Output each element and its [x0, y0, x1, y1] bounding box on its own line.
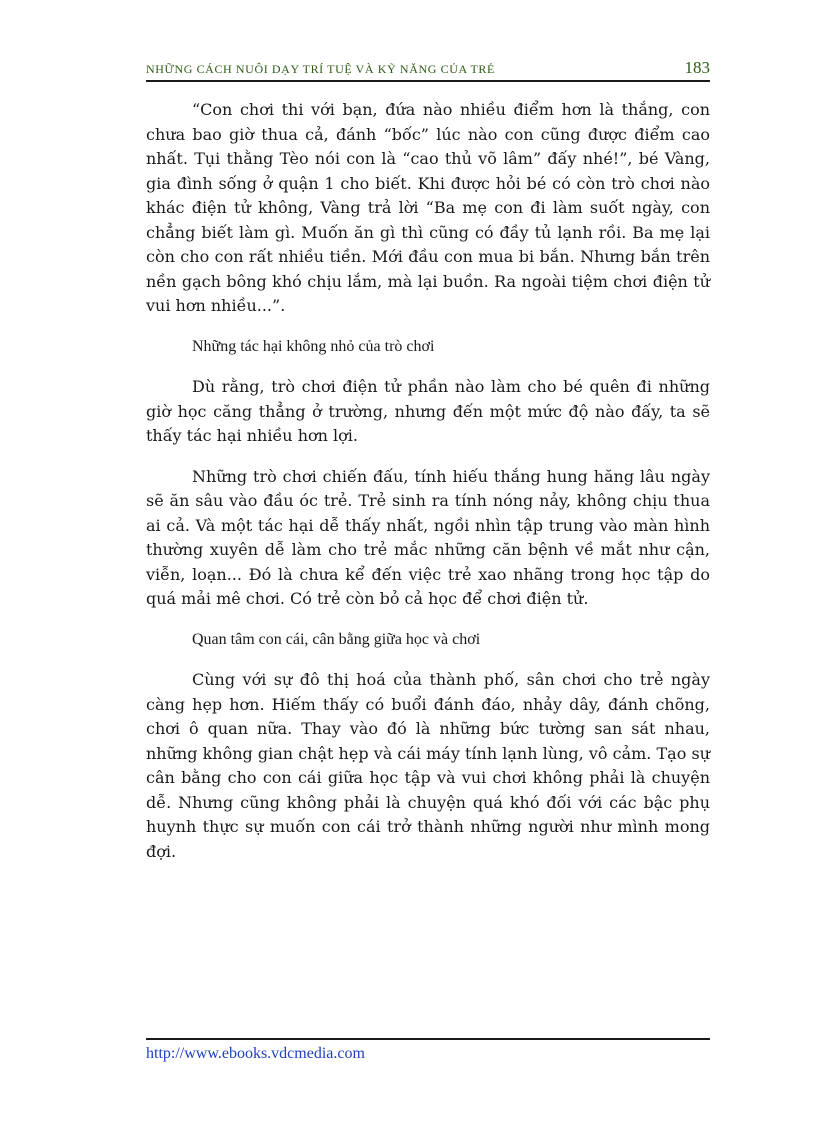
- running-title: NHỮNG CÁCH NUÔI DẠY TRÍ TUỆ VÀ KỸ NĂNG CỦA TRẺ: [146, 62, 495, 76]
- body-paragraph: “Con chơi thi với bạn, đứa nào nhiều điểm hơn là thắng, con chưa bao giờ thua cả, đánh “bốc” lúc nào con cũng được điểm cao nhất. Tụi thằng Tèo nói con là “cao thủ võ lâm” đấy nhé!”, bé Vàng, gia đình sống ở quận 1 cho biết. Khi được hỏi bé có còn trò chơi nào khác điện tử không, Vàng trả lời “Ba mẹ con đi làm suốt ngày, con chẳng biết làm gì. Muốn ăn gì thì cũng có đầy tủ lạnh rồi. Ba mẹ lại còn cho con rất nhiều tiền. Mới đầu con mua bi bắn. Nhưng bắn trên nền gạch bông khó chịu lắm, mà lại buồn. Ra ngoài tiệm chơi điện tử vui hơn nhiều...”.: [146, 100, 710, 315]
- footer-divider: [146, 1038, 710, 1040]
- page-number: 183: [684, 58, 710, 77]
- body-paragraph: Cùng với sự đô thị hoá của thành phố, sân chơi cho trẻ ngày càng hẹp hơn. Hiếm thấy có buổi đánh đáo, nhảy dây, đánh chõng, chơi ô quan nữa. Thay vào đó là những bức tường san sát nhau, những không gian chật hẹp và cái máy tính lạnh lùng, vô cảm. Tạo sự cân bằng cho con cái giữa học tập và vui chơi không phải là chuyện dễ. Nhưng cũng không phải là chuyện quá khó đối với các bậc phụ huynh thực sự muốn con cái trở thành những người như mình mong đợi.: [146, 670, 710, 861]
- body-paragraph: Dù rằng, trò chơi điện tử phần nào làm cho bé quên đi những giờ học căng thẳng ở trường, nhưng đến một mức độ nào đấy, ta sẽ thấy tác hại nhiều hơn lợi.: [146, 377, 710, 445]
- header-divider: [146, 80, 710, 82]
- running-header: [146, 60, 710, 80]
- page-body: [146, 98, 710, 880]
- body-paragraph: Những trò chơi chiến đấu, tính hiếu thắng hung hăng lâu ngày sẽ ăn sâu vào đầu óc trẻ. Trẻ sinh ra tính nóng nảy, không chịu thua ai cả. Và một tác hại dễ thấy nhất, ngồi nhìn tập trung vào màn hình thường xuyên dễ làm cho trẻ mắc những căn bệnh về mắt như cận, viễn, loạn... Đó là chưa kể đến việc trẻ xao nhãng trong học tập do quá mải mê chơi. Có trẻ còn bỏ cả học để chơi điện tử.: [146, 466, 710, 608]
- section-heading: Những tác hại không nhỏ của trò chơi: [192, 337, 435, 355]
- section-heading: Quan tâm con cái, cân bằng giữa học và chơi: [192, 630, 481, 648]
- footer-url-link[interactable]: http://www.ebooks.vdcmedia.com: [146, 1045, 365, 1062]
